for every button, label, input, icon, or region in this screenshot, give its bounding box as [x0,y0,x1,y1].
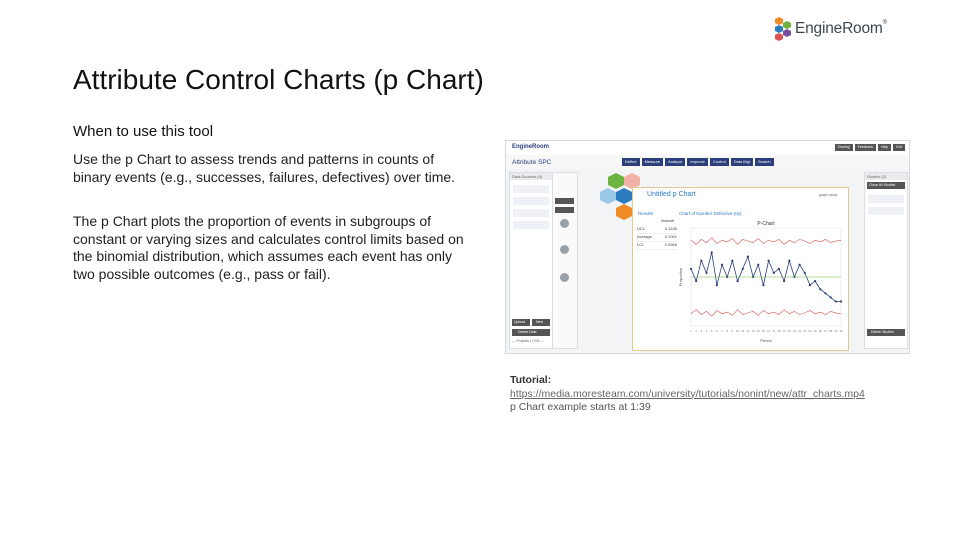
x-tick-label: 20 [787,329,791,333]
new-button-label: New [536,320,544,324]
x-tick-label: 27 [823,329,828,333]
data-point [705,272,707,274]
nav-item-measure[interactable]: Measure [642,158,664,166]
data-source-item[interactable] [513,185,549,193]
nav-item-search[interactable]: Search [755,158,774,166]
data-point [835,300,837,302]
x-tick-label: 9 [731,329,734,333]
nav-item-control[interactable]: Control [710,158,729,166]
x-tick-label: 29 [834,329,838,333]
x-tick-label: 25 [813,329,817,333]
x-tick-label: 8 [726,329,728,333]
y-axis-label: Proportion [678,267,683,287]
chart-subtitle: Chart of Number Defective (np) [679,211,742,216]
app-header [506,141,909,156]
roadmap-hex[interactable] [608,173,624,189]
tutorial-block [510,374,865,415]
tool-button[interactable] [555,198,574,204]
data-point [830,296,832,298]
data-source-item[interactable] [513,221,549,229]
results-row [637,242,677,250]
data-point [757,264,759,266]
overall-label: Overall [661,219,674,223]
roadmap-hex[interactable] [616,204,632,220]
data-point [731,260,733,262]
tool-button[interactable] [555,207,574,213]
studies-panel [864,172,908,349]
engineroom-screenshot [505,140,910,354]
x-tick-label: 16 [767,329,771,333]
x-tick-label: 12 [746,329,750,333]
x-tick-label: 6 [716,329,718,333]
data-point [819,288,821,290]
delete-studies-button[interactable] [867,329,905,336]
tutorial-link[interactable]: https://media.moresteam.com/university/tutorials/nonint/new/attr_charts.mp4 [510,387,865,400]
nav-item-define[interactable]: Define [622,158,640,166]
x-tick-label: 21 [792,329,797,333]
nav-menu [622,158,774,166]
graph-setup-link[interactable]: graph setup [819,193,838,197]
top-link-sharing[interactable]: Sharing [835,144,853,151]
data-point [778,268,780,270]
chart-window [632,187,849,351]
x-tick-label: 5 [710,329,713,333]
upload-button[interactable] [512,319,530,326]
chart-window-title: Untitled p Chart [647,191,696,198]
tool-icon[interactable] [560,273,569,282]
roadmap-hex[interactable] [600,188,616,204]
engineroom-logo [774,14,914,44]
x-tick-label: 13 [751,329,755,333]
data-point [711,251,713,253]
upload-button-label: Upload [514,320,526,324]
data-point [742,268,744,270]
x-tick-label: 15 [761,329,765,333]
data-point [747,255,749,257]
results-value: 0.0566 [664,242,677,247]
results-value: 0.1436 [664,226,677,231]
roadmap-hex[interactable] [616,188,632,204]
x-tick-label: 1 [690,329,692,333]
delete-studies-label: Delete Studies [871,330,894,334]
results-label: Average [637,234,652,239]
data-point [788,260,790,262]
results-row [637,234,677,242]
data-point [762,284,764,286]
x-tick-label: 22 [798,329,802,333]
results-row [637,226,677,234]
delete-data-button[interactable] [512,329,550,336]
nav-item-data-mgt[interactable]: Data Mgt [731,158,753,166]
tutorial-note: p Chart example starts at 1:39 [510,401,651,413]
top-link-help[interactable]: Help [878,144,891,151]
tool-icon[interactable] [560,245,569,254]
p-chart [677,218,845,346]
top-link-feedback[interactable]: Feedback [855,144,876,151]
data-point [736,280,738,282]
paragraph-description: The p Chart plots the proportion of events in subgroups of constant or varying sizes and calculates control limits based on the binomial distribution, which assumes each event has only two possible outcomes (e.g., pass or fail). [73,213,464,282]
chart-title: P-Chart [757,221,775,227]
data-sources-label: Data Sources (4) [512,174,543,179]
x-tick-label: 23 [803,329,807,333]
logo-wordmark: EngineRoom® [795,20,887,37]
results-label: Results [638,211,654,216]
x-tick-label: 14 [756,329,760,333]
new-button[interactable] [532,319,550,326]
tool-column [552,172,578,349]
top-links [835,144,906,151]
app-logo: EngineRoom [512,144,549,150]
x-tick-label: 24 [808,329,812,333]
x-tick-label: 28 [829,329,833,333]
x-tick-label: 18 [777,329,781,333]
tutorial-label: Tutorial: [510,374,552,386]
close-all-studies-button[interactable] [867,182,905,189]
data-source-item[interactable] [513,209,549,217]
x-tick-label: 4 [705,329,708,333]
nav-bar [506,155,909,169]
hexagon-cluster-icon [774,16,792,42]
results-value: 0.1001 [664,234,677,239]
nav-item-improve[interactable]: Improve [687,158,707,166]
close-all-label: Close All Studies [869,183,896,187]
results-label: UCL [637,226,646,231]
x-tick-label: 26 [818,329,822,333]
results-label: LCL [637,242,645,247]
data-point [814,280,816,282]
data-point [767,260,769,262]
delete-data-label: Delete Data [518,330,537,334]
data-sources-panel [509,172,553,349]
x-tick-label: 11 [741,329,745,333]
data-point [783,280,785,282]
data-sources-header [510,173,552,180]
data-point [695,280,697,282]
data-point [700,260,702,262]
data-point [799,264,801,266]
results-table [637,226,677,250]
studies-header [865,173,907,180]
section-heading: When to use this tool [73,123,214,140]
data-point [721,264,723,266]
top-link-exit[interactable]: Exit [893,144,905,151]
data-point [716,284,718,286]
x-tick-label: 2 [695,329,697,333]
study-item[interactable] [868,207,904,215]
x-tick-label: 7 [721,329,723,333]
data-point [773,272,775,274]
data-point [804,272,806,274]
projects-link[interactable]: — Projects | CSN — [512,339,544,343]
studies-label: Studies (2) [867,174,887,179]
x-tick-label: 19 [782,329,786,333]
x-tick-label: 10 [735,329,740,333]
x-axis-label: Period [760,338,772,343]
tool-icon[interactable] [560,219,569,228]
paragraph-usage: Use the p Chart to assess trends and patterns in counts of binary events (e.g., successes, failures, defectives) over time. [73,151,456,185]
x-tick-label: 17 [772,329,776,333]
x-tick-label: 3 [700,329,703,333]
data-point [809,284,811,286]
study-item[interactable] [868,195,904,203]
data-point [690,268,692,270]
data-point [824,292,826,294]
x-tick-label: 30 [839,329,843,333]
slide-title: Attribute Control Charts (p Chart) [73,64,484,95]
nav-item-analyze[interactable]: Analyze [665,158,685,166]
data-source-item[interactable] [513,197,549,205]
data-point [840,300,842,302]
study-title: Attribute SPC [512,159,552,166]
